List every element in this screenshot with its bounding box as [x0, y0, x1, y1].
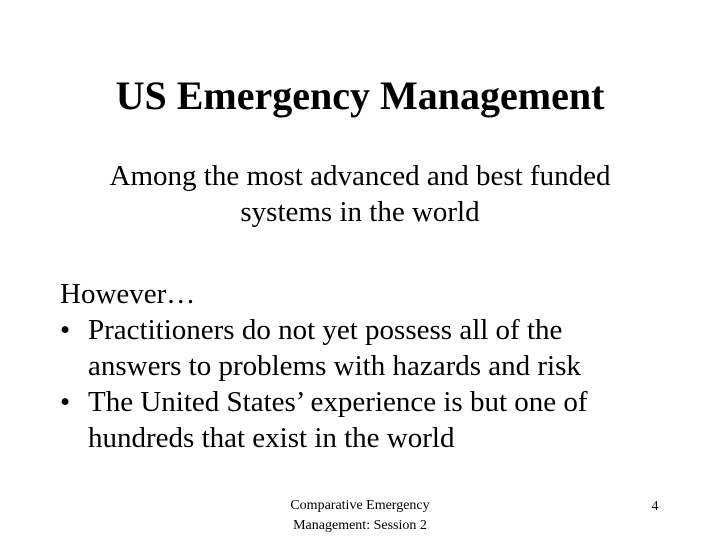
footer-line: Management: Session 2	[293, 518, 427, 533]
bullet-marker: •	[60, 314, 71, 346]
bullet-line: Practitioners do not yet possess all of the	[88, 314, 563, 346]
subtitle-line: Among the most advanced and best funded	[109, 160, 611, 192]
slide-body	[60, 276, 680, 456]
intro-text: However…	[60, 278, 196, 310]
bullet-line: The United States’ experience is but one of	[88, 386, 588, 418]
bullet-line: answers to problems with hazards and risk	[88, 350, 581, 382]
page-number: 4	[651, 499, 659, 514]
bullet-line: hundreds that exist in the world	[88, 422, 455, 454]
subtitle-line: systems in the world	[240, 196, 480, 228]
bullet-item	[60, 312, 680, 384]
slide-footer	[240, 496, 480, 536]
bullet-item	[60, 384, 680, 456]
slide-title: US Emergency Management	[115, 73, 605, 118]
bullet-marker: •	[60, 386, 71, 418]
footer-line: Comparative Emergency	[290, 498, 430, 513]
slide-subtitle	[70, 158, 650, 230]
